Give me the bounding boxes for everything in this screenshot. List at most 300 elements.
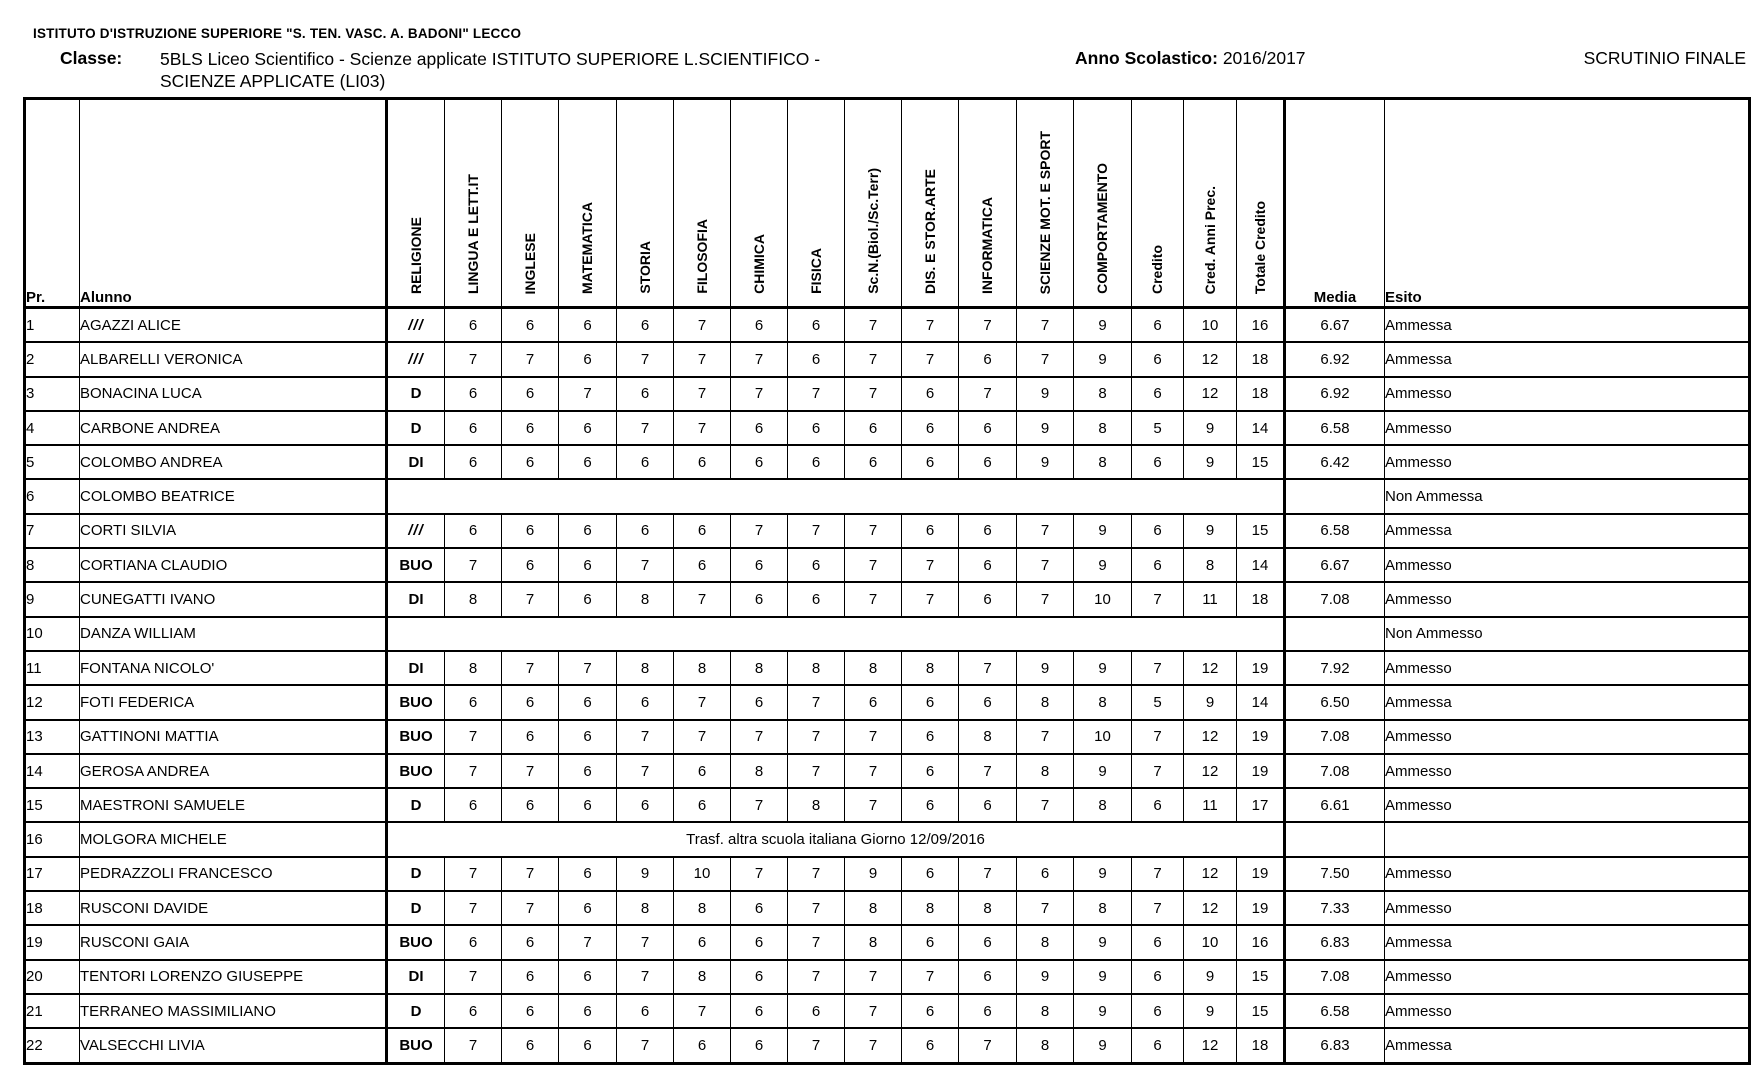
grade-cell: 9 (1017, 960, 1074, 994)
grade-cell: 6 (959, 445, 1017, 479)
cred-anni-prec-cell: 12 (1184, 720, 1237, 754)
student-name-cell: RUSCONI DAVIDE (80, 891, 387, 925)
grade-cell: 9 (1074, 342, 1132, 376)
media-cell: 6.92 (1285, 377, 1385, 411)
grade-cell: 7 (674, 308, 731, 343)
esito-cell: Ammesso (1385, 651, 1750, 685)
credito-cell: 6 (1132, 514, 1184, 548)
student-name-cell: PEDRAZZOLI FRANCESCO (80, 857, 387, 891)
grade-cell: 7 (617, 925, 674, 959)
grade-cell: 7 (674, 582, 731, 616)
grade-cell: 9 (1074, 754, 1132, 788)
subject-col-label: INGLESE (521, 232, 538, 294)
student-name-cell: FOTI FEDERICA (80, 685, 387, 719)
student-row (25, 891, 1750, 925)
grade-cell: 7 (845, 960, 902, 994)
religione-cell: D (387, 411, 445, 445)
student-row (25, 960, 1750, 994)
anno-scolastico (1075, 48, 1306, 69)
grade-cell: 7 (845, 308, 902, 343)
grade-cell: 6 (502, 720, 559, 754)
grade-cell: 6 (959, 411, 1017, 445)
grade-cell: 6 (559, 1028, 617, 1063)
col-header-subject (1017, 99, 1074, 308)
cred-anni-prec-cell: 10 (1184, 308, 1237, 343)
grade-cell: 8 (845, 925, 902, 959)
pr-cell: 14 (25, 754, 80, 788)
credito-cell: 6 (1132, 960, 1184, 994)
grade-cell: 6 (902, 1028, 959, 1063)
grade-cell: 6 (902, 925, 959, 959)
grade-cell: 7 (445, 342, 502, 376)
grade-cell: 8 (617, 582, 674, 616)
col-header-subject (788, 99, 845, 308)
grade-cell: 7 (959, 857, 1017, 891)
student-name-cell: FONTANA NICOLO' (80, 651, 387, 685)
grade-cell: 6 (674, 788, 731, 822)
totale-credito-cell: 16 (1237, 925, 1285, 959)
religione-cell: BUO (387, 720, 445, 754)
grade-cell: 9 (1017, 445, 1074, 479)
grade-cell: 6 (845, 685, 902, 719)
grade-cell: 6 (674, 925, 731, 959)
col-header-subject (731, 99, 788, 308)
grade-cell: 6 (674, 548, 731, 582)
grade-cell: 9 (1074, 651, 1132, 685)
grade-cell: 8 (845, 651, 902, 685)
grade-cell: 7 (445, 960, 502, 994)
grade-cell: 6 (902, 514, 959, 548)
student-row (25, 514, 1750, 548)
col-header-subject (387, 99, 445, 308)
grade-cell: 6 (959, 514, 1017, 548)
credito-cell: 6 (1132, 445, 1184, 479)
religione-cell: /// (387, 342, 445, 376)
grade-cell: 6 (731, 308, 788, 343)
grade-cell: 8 (959, 720, 1017, 754)
grade-cell: 7 (845, 788, 902, 822)
col-header-subject (1074, 99, 1132, 308)
religione-cell: BUO (387, 1028, 445, 1063)
grade-cell: 6 (559, 445, 617, 479)
pr-cell: 15 (25, 788, 80, 822)
grade-cell: 8 (1074, 685, 1132, 719)
student-name-cell: ALBARELLI VERONICA (80, 342, 387, 376)
religione-cell: BUO (387, 548, 445, 582)
grade-cell: 7 (845, 342, 902, 376)
student-row (25, 822, 1750, 856)
grade-cell: 7 (788, 960, 845, 994)
totale-credito-cell: 16 (1237, 308, 1285, 343)
pr-cell: 17 (25, 857, 80, 891)
grade-cell: 6 (502, 548, 559, 582)
grade-cell: 7 (845, 582, 902, 616)
credito-cell: 6 (1132, 1028, 1184, 1063)
pr-cell: 16 (25, 822, 80, 856)
media-cell: 7.08 (1285, 582, 1385, 616)
col-header-credit (1132, 99, 1184, 308)
grade-cell: 6 (674, 754, 731, 788)
credito-cell: 7 (1132, 891, 1184, 925)
cred-anni-prec-cell: 9 (1184, 514, 1237, 548)
religione-cell: DI (387, 960, 445, 994)
religione-cell: BUO (387, 925, 445, 959)
student-name-cell: CORTI SILVIA (80, 514, 387, 548)
results-table (23, 97, 1751, 1065)
esito-cell: Ammessa (1385, 925, 1750, 959)
grade-cell: 7 (1017, 342, 1074, 376)
student-row (25, 720, 1750, 754)
grade-cell: 6 (902, 377, 959, 411)
grade-cell: 6 (731, 891, 788, 925)
media-cell: 7.33 (1285, 891, 1385, 925)
grade-cell: 6 (617, 994, 674, 1028)
student-name-cell: MOLGORA MICHELE (80, 822, 387, 856)
student-row (25, 685, 1750, 719)
student-row (25, 377, 1750, 411)
grade-cell: 6 (902, 445, 959, 479)
grade-cell: 6 (731, 548, 788, 582)
grade-cell: 6 (502, 377, 559, 411)
media-cell: 6.83 (1285, 1028, 1385, 1063)
grade-cell: 7 (788, 754, 845, 788)
credito-cell: 7 (1132, 720, 1184, 754)
col-header-pr: Pr. (25, 99, 80, 308)
grade-cell: 6 (445, 685, 502, 719)
student-name-cell: DANZA WILLIAM (80, 617, 387, 651)
esito-cell: Ammessa (1385, 308, 1750, 343)
grade-cell: 6 (559, 514, 617, 548)
grade-cell: 7 (845, 720, 902, 754)
grade-cell: 6 (959, 788, 1017, 822)
grade-cell: 7 (788, 514, 845, 548)
esito-cell: Ammesso (1385, 548, 1750, 582)
grade-cell: 7 (959, 651, 1017, 685)
grade-cell: 6 (731, 1028, 788, 1063)
grade-cell: 7 (502, 651, 559, 685)
classe-value-line1: 5BLS Liceo Scientifico - Scienze applicate ISTITUTO SUPERIORE L.SCIENTIFICO - (160, 49, 821, 69)
grade-cell: 6 (617, 377, 674, 411)
grade-cell: 9 (1074, 514, 1132, 548)
note-cell (387, 617, 1285, 651)
grade-cell: 6 (559, 788, 617, 822)
subject-col-label: SCIENZE MOT. E SPORT (1036, 130, 1053, 294)
totale-credito-cell: 19 (1237, 720, 1285, 754)
cred-anni-prec-cell: 8 (1184, 548, 1237, 582)
grade-cell: 6 (445, 925, 502, 959)
subject-col-label: LINGUA E LETT.IT (464, 173, 481, 294)
student-name-cell: TENTORI LORENZO GIUSEPPE (80, 960, 387, 994)
esito-cell: Ammesso (1385, 720, 1750, 754)
student-name-cell: TERRANEO MASSIMILIANO (80, 994, 387, 1028)
col-header-subject (959, 99, 1017, 308)
religione-cell: /// (387, 514, 445, 548)
grade-cell: 7 (674, 411, 731, 445)
grade-cell: 9 (1074, 1028, 1132, 1063)
student-row (25, 925, 1750, 959)
anno-scolastico-label: Anno Scolastico: (1075, 48, 1218, 68)
grade-cell: 7 (617, 720, 674, 754)
credit-col-label: Totale Credito (1251, 200, 1268, 294)
grade-cell: 7 (788, 377, 845, 411)
grade-cell: 7 (502, 342, 559, 376)
classe-value-line2: SCIENZE APPLICATE (LI03) (160, 71, 386, 91)
religione-cell: /// (387, 308, 445, 343)
grade-cell: 7 (674, 377, 731, 411)
credito-cell: 6 (1132, 548, 1184, 582)
scrutinio-finale-title: SCRUTINIO FINALE (1583, 48, 1746, 68)
totale-credito-cell: 17 (1237, 788, 1285, 822)
subject-col-label: STORIA (636, 241, 653, 294)
grade-cell: 7 (1017, 891, 1074, 925)
grade-cell: 6 (902, 685, 959, 719)
grade-cell: 7 (502, 754, 559, 788)
student-name-cell: VALSECCHI LIVIA (80, 1028, 387, 1063)
totale-credito-cell: 14 (1237, 411, 1285, 445)
totale-credito-cell: 18 (1237, 582, 1285, 616)
grade-cell: 6 (445, 411, 502, 445)
credit-col-label: Credito (1149, 245, 1166, 294)
grade-cell: 7 (959, 377, 1017, 411)
student-row (25, 788, 1750, 822)
esito-cell: Ammesso (1385, 857, 1750, 891)
grade-cell: 10 (1074, 582, 1132, 616)
grade-cell: 7 (559, 651, 617, 685)
student-row (25, 857, 1750, 891)
credito-cell: 5 (1132, 685, 1184, 719)
religione-cell: D (387, 788, 445, 822)
student-name-cell: CORTIANA CLAUDIO (80, 548, 387, 582)
grade-cell: 6 (902, 754, 959, 788)
grade-cell: 6 (788, 548, 845, 582)
pr-cell: 13 (25, 720, 80, 754)
grade-cell: 6 (559, 308, 617, 343)
grade-cell: 7 (617, 1028, 674, 1063)
totale-credito-cell: 19 (1237, 651, 1285, 685)
totale-credito-cell: 15 (1237, 960, 1285, 994)
grade-cell: 8 (1017, 925, 1074, 959)
media-cell: 6.61 (1285, 788, 1385, 822)
totale-credito-cell: 18 (1237, 377, 1285, 411)
student-row (25, 1028, 1750, 1063)
media-cell: 6.67 (1285, 308, 1385, 343)
pr-cell: 1 (25, 308, 80, 343)
esito-cell: Ammesso (1385, 788, 1750, 822)
credito-cell: 6 (1132, 788, 1184, 822)
media-cell: 6.92 (1285, 342, 1385, 376)
grade-cell: 8 (1017, 994, 1074, 1028)
grade-cell: 7 (445, 1028, 502, 1063)
grade-cell: 9 (1074, 308, 1132, 343)
grade-cell: 6 (788, 582, 845, 616)
grade-cell: 6 (445, 377, 502, 411)
grade-cell: 6 (559, 411, 617, 445)
grade-cell: 6 (731, 994, 788, 1028)
student-row (25, 548, 1750, 582)
grade-cell: 7 (731, 720, 788, 754)
grade-cell: 8 (674, 651, 731, 685)
media-cell (1285, 479, 1385, 513)
col-header-subject (845, 99, 902, 308)
credito-cell: 7 (1132, 651, 1184, 685)
media-cell: 7.08 (1285, 754, 1385, 788)
grade-cell: 6 (788, 342, 845, 376)
grade-cell: 7 (445, 720, 502, 754)
grade-cell: 9 (1074, 925, 1132, 959)
cred-anni-prec-cell: 11 (1184, 582, 1237, 616)
cred-anni-prec-cell: 9 (1184, 685, 1237, 719)
subject-col-label: DIS. E STOR.ARTE (921, 169, 938, 294)
grade-cell: 7 (902, 342, 959, 376)
grade-cell: 7 (845, 514, 902, 548)
grade-cell: 7 (617, 960, 674, 994)
esito-cell: Ammesso (1385, 754, 1750, 788)
grade-cell: 7 (617, 411, 674, 445)
school-name: ISTITUTO D'ISTRUZIONE SUPERIORE "S. TEN. VASC. A. BADONI" LECCO (33, 26, 522, 41)
grade-cell: 6 (617, 514, 674, 548)
grade-cell: 6 (959, 994, 1017, 1028)
pr-cell: 12 (25, 685, 80, 719)
media-cell: 6.50 (1285, 685, 1385, 719)
col-header-subject (445, 99, 502, 308)
grade-cell: 7 (1017, 788, 1074, 822)
col-header-subject (559, 99, 617, 308)
pr-cell: 9 (25, 582, 80, 616)
grade-cell: 7 (1017, 548, 1074, 582)
col-header-credit (1184, 99, 1237, 308)
grade-cell: 7 (502, 582, 559, 616)
grade-cell: 7 (731, 788, 788, 822)
grade-cell: 7 (559, 377, 617, 411)
col-header-media: Media (1285, 99, 1385, 308)
grade-cell: 8 (731, 651, 788, 685)
grade-cell: 10 (1074, 720, 1132, 754)
subject-col-label: Sc.N.(Biol./Sc.Terr) (864, 168, 881, 294)
pr-cell: 18 (25, 891, 80, 925)
grade-cell: 9 (1074, 857, 1132, 891)
grade-cell: 6 (445, 445, 502, 479)
grade-cell: 8 (845, 891, 902, 925)
grade-cell: 7 (617, 342, 674, 376)
grade-cell: 7 (845, 754, 902, 788)
grade-cell: 6 (731, 411, 788, 445)
grade-cell: 6 (445, 308, 502, 343)
student-row (25, 754, 1750, 788)
pr-cell: 21 (25, 994, 80, 1028)
grade-cell: 7 (502, 857, 559, 891)
credito-cell: 6 (1132, 994, 1184, 1028)
grade-cell: 8 (1017, 685, 1074, 719)
student-name-cell: COLOMBO ANDREA (80, 445, 387, 479)
grade-cell: 7 (1017, 308, 1074, 343)
grade-cell: 6 (959, 685, 1017, 719)
cred-anni-prec-cell: 12 (1184, 342, 1237, 376)
pr-cell: 3 (25, 377, 80, 411)
grade-cell: 6 (559, 857, 617, 891)
pr-cell: 5 (25, 445, 80, 479)
grade-cell: 9 (845, 857, 902, 891)
grade-cell: 7 (959, 754, 1017, 788)
esito-cell: Non Ammesso (1385, 617, 1750, 651)
media-cell (1285, 822, 1385, 856)
col-header-credit (1237, 99, 1285, 308)
grade-cell: 8 (674, 960, 731, 994)
grade-cell: 6 (502, 994, 559, 1028)
grade-cell: 7 (845, 994, 902, 1028)
esito-cell: Ammesso (1385, 582, 1750, 616)
pr-cell: 11 (25, 651, 80, 685)
grade-cell: 7 (788, 891, 845, 925)
cred-anni-prec-cell: 10 (1184, 925, 1237, 959)
religione-cell: D (387, 377, 445, 411)
grade-cell: 6 (559, 548, 617, 582)
grade-cell: 9 (1017, 411, 1074, 445)
grade-cell: 6 (502, 685, 559, 719)
cred-anni-prec-cell: 12 (1184, 857, 1237, 891)
grade-cell: 7 (731, 377, 788, 411)
grade-cell: 7 (788, 857, 845, 891)
grade-cell: 8 (1074, 377, 1132, 411)
grade-cell: 7 (674, 342, 731, 376)
credito-cell: 7 (1132, 582, 1184, 616)
student-name-cell: AGAZZI ALICE (80, 308, 387, 343)
totale-credito-cell: 15 (1237, 994, 1285, 1028)
subject-col-label: FISICA (807, 248, 824, 294)
pr-cell: 19 (25, 925, 80, 959)
religione-cell: DI (387, 582, 445, 616)
cred-anni-prec-cell: 12 (1184, 377, 1237, 411)
col-header-esito: Esito (1385, 99, 1750, 308)
grade-cell: 9 (617, 857, 674, 891)
esito-cell: Ammesso (1385, 994, 1750, 1028)
grade-cell: 6 (731, 960, 788, 994)
pr-cell: 7 (25, 514, 80, 548)
grade-cell: 8 (788, 651, 845, 685)
col-header-subject (617, 99, 674, 308)
cred-anni-prec-cell: 12 (1184, 754, 1237, 788)
student-row (25, 479, 1750, 513)
student-row (25, 308, 1750, 343)
student-row (25, 994, 1750, 1028)
grade-cell: 6 (959, 548, 1017, 582)
pr-cell: 10 (25, 617, 80, 651)
grade-cell: 7 (959, 308, 1017, 343)
grade-cell: 6 (845, 411, 902, 445)
table-header-row (25, 99, 1750, 308)
grade-cell: 6 (502, 960, 559, 994)
grade-cell: 6 (502, 308, 559, 343)
grade-cell: 6 (731, 925, 788, 959)
totale-credito-cell: 14 (1237, 548, 1285, 582)
grade-cell: 6 (617, 308, 674, 343)
pr-cell: 22 (25, 1028, 80, 1063)
religione-cell: D (387, 857, 445, 891)
grade-cell: 8 (1074, 411, 1132, 445)
col-header-subject (902, 99, 959, 308)
subject-col-label: INFORMATICA (979, 197, 996, 294)
note-cell: Trasf. altra scuola italiana Giorno 12/09/2016 (387, 822, 1285, 856)
esito-cell: Ammessa (1385, 685, 1750, 719)
grade-cell: 6 (502, 514, 559, 548)
totale-credito-cell: 15 (1237, 514, 1285, 548)
grade-cell: 6 (959, 960, 1017, 994)
grade-cell: 7 (788, 685, 845, 719)
grade-cell: 8 (1074, 445, 1132, 479)
religione-cell: DI (387, 445, 445, 479)
student-row (25, 617, 1750, 651)
grade-cell: 7 (617, 548, 674, 582)
col-header-alunno: Alunno (80, 99, 387, 308)
